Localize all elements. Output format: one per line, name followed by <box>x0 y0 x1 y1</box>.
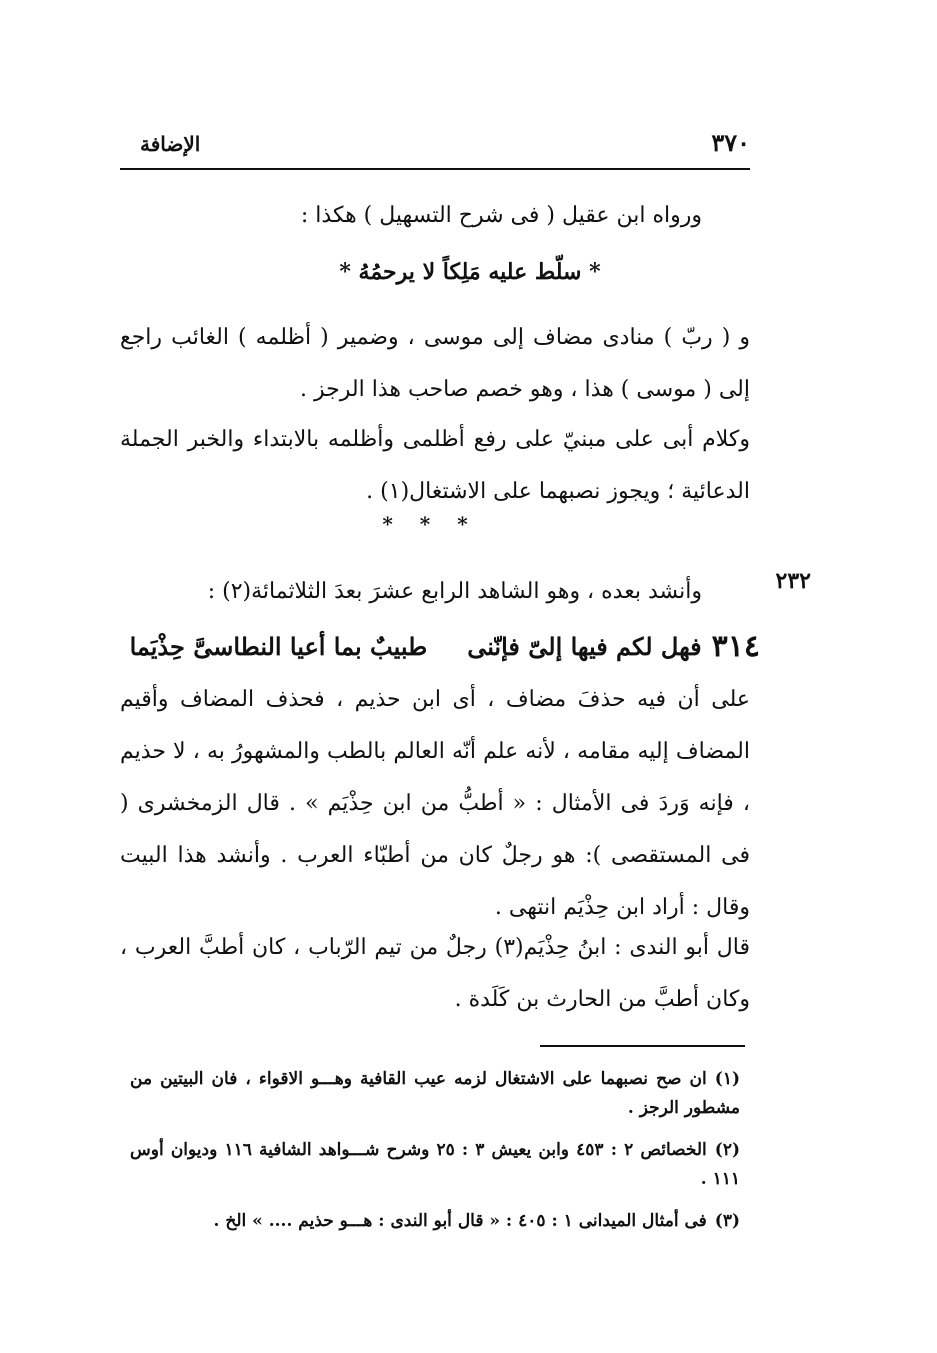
footnote-1 <box>130 1065 740 1123</box>
verse-first-hemistich: فهل لكم فيها إلىّ فإنّنى <box>467 631 702 661</box>
verse-number: ٣١٤ <box>711 628 760 664</box>
page-number: ٣٧٠ <box>711 128 750 157</box>
footnote-divider <box>540 1045 745 1047</box>
footnote-marker: (٣) <box>714 1211 740 1231</box>
witness-intro: وأنشد بعده ، وهو الشاهد الرابع عشرَ بعدَ الثلاثمائة(٢) : <box>207 579 702 604</box>
footnote-text: الخصائص ٢ : ٤٥٣ وابن يعيش ٣ : ٢٥ وشرح شـــواهد الشافية ١١٦ وديوان أوس ١١١ . <box>130 1140 740 1189</box>
quoted-verse: * سلّط عليه مَلِكاً لا يرحمُهُ * <box>339 259 601 285</box>
verse-second-hemistich: طبيبٌ بما أعيا النطاسىَّ حِذْيَما <box>129 631 428 661</box>
footnote-3 <box>130 1207 740 1236</box>
running-head <box>120 128 750 170</box>
paragraph-abu-ali: وكلام أبى على مبنيّ على رفع أظلمى وأظلمه بالابتداء والخبر الجملة الدعائية ؛ ويجوز نصبهما على الاشتغال(١) . <box>120 427 750 504</box>
section-title: الإضافة <box>140 132 201 156</box>
footnote-text: ان صح نصبهما على الاشتغال لزمه عيب القافية وهـــو الاقواء ، فان البيتين من مشطور الرجز . <box>130 1069 740 1118</box>
paragraph-rabb: و ( ربّ ) منادى مضاف إلى موسى ، وضمير ( أظلمه ) الغائب راجع إلى ( موسى ) هذا ، وهو خصم صاحب هذا الرجز . <box>120 325 750 402</box>
section-separator-stars: * * * <box>382 512 478 536</box>
paragraph-commentary: على أن فيه حذفَ مضاف ، أى ابن حذيم ، فحذف المضاف وأقيم المضاف إليه مقامه ، لأنه علم أنّه العالم بالطب والمشهورُ به ، لا حذيم ، فإنه وَردَ فى الأمثال : « أطبُّ من ابن حِذْيَم » . قال الزمخشرى ( فى المستقصى ): هو رجلٌ كان من أطبّاء العرب . وأنشد هذا البيت وقال : أراد ابن حِذْيَم انتهى . <box>120 687 750 920</box>
paragraph-abu-alnada: قال أبو الندى : ابنُ حِذْيَم(٣) رجلٌ من تيم الرّباب ، كان أطبَّ العرب ، وكان أطبَّ من الحارث بن كَلَدة . <box>120 935 750 1012</box>
intro-line: ورواه ابن عقيل ( فى شرح التسهيل ) هكذا : <box>300 203 702 228</box>
footnote-text: فى أمثال الميدانى ١ : ٤٠٥ : « قال أبو الندى : هـــو حذيم .... » الخ . <box>213 1211 707 1231</box>
footnotes <box>130 1065 740 1249</box>
witness-number: ٢٣٢ <box>775 568 811 594</box>
footnote-marker: (١) <box>714 1069 740 1089</box>
poetry-verse <box>120 620 760 672</box>
footnote-2 <box>130 1136 740 1194</box>
footnote-marker: (٢) <box>714 1140 740 1160</box>
